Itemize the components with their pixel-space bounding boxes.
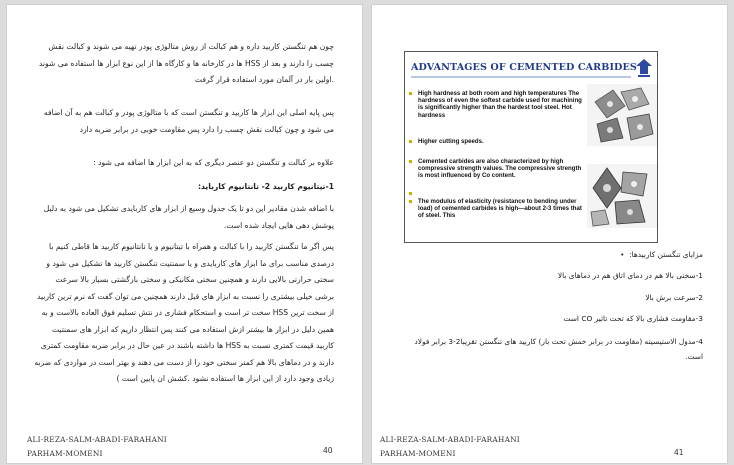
slide-divider	[411, 76, 631, 78]
footer-author-1: ALI-REZA-SALM-ABADI-FARAHANI	[380, 435, 520, 444]
left-paragraph-3: علاوه بر کبالت و تنگستن دو عنصر دیگری که به این ابزار ها اضافه می شود :	[93, 158, 334, 167]
carbide-inserts-image-bottom	[587, 164, 657, 228]
left-paragraph-2: پس پایه اصلی این ابزار ها کاربید و تنگستن است که با متالوژی پودر و کبالت هم به آن اضافه می شود و چون کبالت نقش چسب را دارد پس مقاومت خوبی در برابر ضربه دارد	[43, 108, 334, 134]
bullet-square-icon	[409, 160, 412, 163]
page-number: 41	[674, 448, 684, 457]
slide-bullet-2: Higher cutting speeds.	[409, 138, 584, 145]
advantages-list	[403, 249, 703, 379]
list-item: 4-مدول الاستیسیته (مقاومت در برابر خمش تحت بار) کاربید های تنگستن تقریبا2-3 برابر فولاد است.	[414, 337, 703, 361]
left-paragraph-6: پس اگر ما تنگستن کاربید را با کبالت و همراه با تیتانیوم و یا تانتانیوم کاربید ها قاطی کنیم با درصدی مناسب برای ما ابزار های کاربایدی و یا سمنتیت تنگستن کاربید ها تشکیل می شود و سختی حرارتی بالایی دارند و همچنین سختی مکانیکی و سختی بارگشتی بسیار بالا سرعت برشی خیلی بیشتری را نسبت به ابزار های قبل دارند همچنین می توان گفت که نرم ترین کاربید از سخت ترین HSS سخت تر است و استحکام فشاری در نتش تسلیم فوق العاده بالاست و به همین دلیل در ابزار ها بیشتر ازش استفاده می کنند پس انتظار داریم که ابزار های سمنتیت کاربید قیمت کمتری نسبت به HSS ها داشته باشند در عین حال در برابر ضربه مقاومت کمتری دارند و در دماهای بالا هم کمتر سختی خود را از دست می دهند و بهتر است در مواردی که ضربه زیادی وجود دارد از این ابزار ها استفاده نشود .کشش ان پایین است )	[34, 242, 334, 383]
bullet-square-icon	[409, 192, 412, 195]
bullet-square-icon	[409, 200, 412, 203]
left-paragraph-4: 1-تیتانیوم کاربید 2- تانتانیوم کارباید:	[197, 182, 334, 191]
list-item: 2-سرعت برش بالا	[645, 293, 703, 302]
left-page	[6, 4, 363, 464]
bullet-square-icon	[409, 140, 412, 143]
bullet-dot-icon: •	[620, 250, 627, 259]
logo-icon	[635, 58, 653, 78]
list-heading: مزایای تنگستن کاربیدها: •	[620, 250, 703, 259]
left-paragraph-1: چون هم تنگستن کاربید داره و هم کبالت از روش متالوژی پودر تهیه می شوند و کبالت نقش چسب را دارند و بعد از HSS ها در کارخانه ها و کارگاه ها از این نوع ابزار ها استفاده می شوند .اولین بار در آلمان مورد استفاده قرار گرفت	[38, 42, 334, 84]
list-item: 3-مقاومت فشاری بالا که تحت تاثیر CO است	[563, 314, 703, 323]
page-number: 40	[323, 446, 333, 455]
carbide-inserts-image-top	[587, 84, 657, 146]
slide-bullet-3: Cemented carbides are also characterized by high compressive strength values. The compressive strength is most influenced by Co content.	[409, 158, 584, 180]
bullet-square-icon	[409, 92, 412, 95]
right-page	[371, 4, 728, 464]
footer-author-2: PARHAM-MOMENI	[27, 449, 103, 458]
left-paragraph-5: با اضافه شدن مقادیر این دو تا یک جدول وسیع از ابزار های کاربایدی تشکیل می شود به دلیل پوشش دهی هایی ایجاد شده است.	[43, 204, 334, 230]
slide-title: ADVANTAGES OF CEMENTED CARBIDES	[411, 62, 637, 73]
list-item: 1-سختی بالا هم در دمای اتاق هم در دماهای بالا	[557, 271, 703, 280]
footer-author-2: PARHAM-MOMENI	[380, 449, 456, 458]
slide-image	[404, 51, 658, 243]
slide-bullet-1: High hardness at both room and high temperatures The hardness of even the softest carbide used for machining is significantly higher than the hardest tool steel. Hot hardness	[409, 90, 584, 119]
footer-author-1: ALI-REZA-SALM-ABADI-FARAHANI	[27, 435, 167, 444]
slide-bullet-5: The modulus of elasticity (resistance to bending under load) of cemented carbides is high—about 2-3 times that of steel. This	[409, 198, 584, 220]
